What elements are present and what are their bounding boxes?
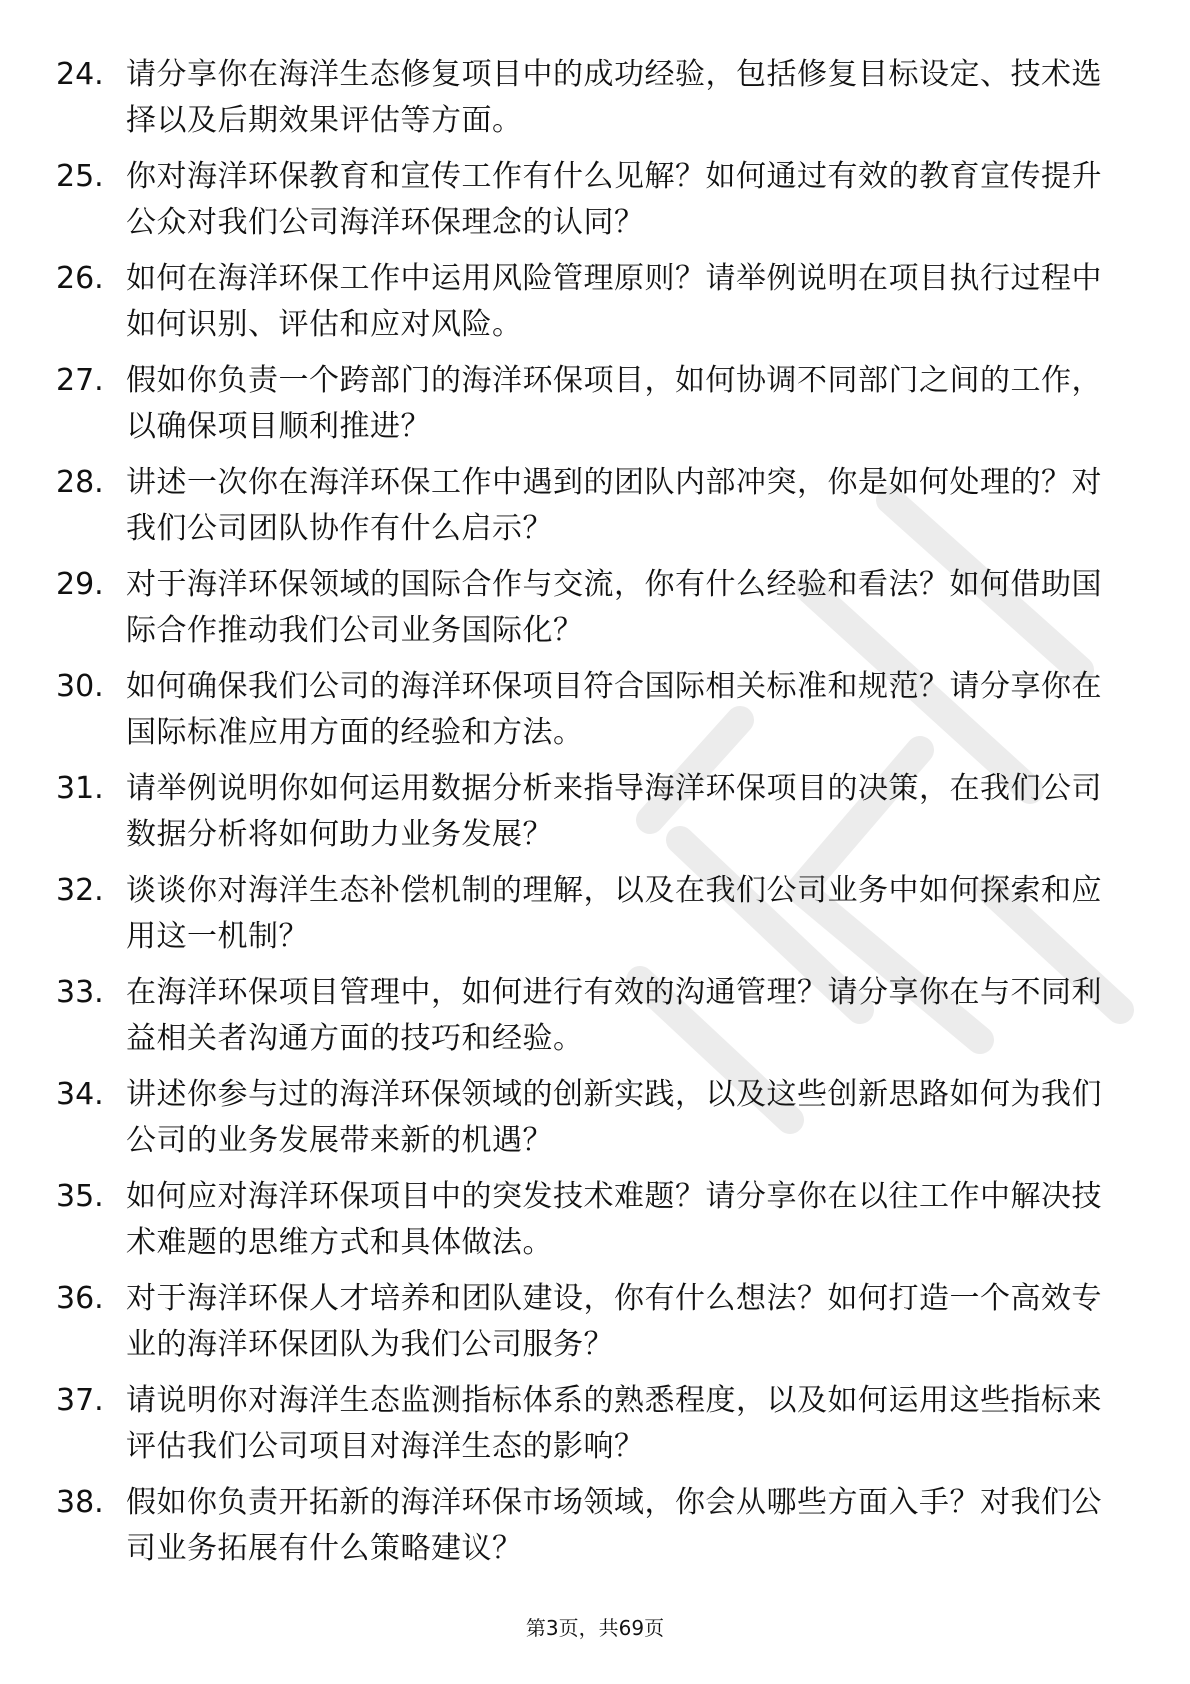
question-text: 请举例说明你如何运用数据分析来指导海洋环保项目的决策，在我们公司数据分析将如何助力业务发展？ <box>126 771 1102 852</box>
list-item <box>56 358 1116 460</box>
question-text: 在海洋环保项目管理中，如何进行有效的沟通管理？请分享你在与不同利益相关者沟通方面的技巧和经验。 <box>126 975 1102 1056</box>
question-number: 32. <box>56 873 104 908</box>
list-item <box>56 766 1116 868</box>
question-text: 讲述一次你在海洋环保工作中遇到的团队内部冲突，你是如何处理的？对我们公司团队协作有什么启示？ <box>126 465 1102 546</box>
list-item <box>56 970 1116 1072</box>
question-number: 31. <box>56 771 104 806</box>
list-item <box>56 1276 1116 1378</box>
list-item <box>56 664 1116 766</box>
question-number: 30. <box>56 669 104 704</box>
question-text: 如何应对海洋环保项目中的突发技术难题？请分享你在以往工作中解决技术难题的思维方式和具体做法。 <box>126 1179 1102 1260</box>
question-text: 请分享你在海洋生态修复项目中的成功经验，包括修复目标设定、技术选择以及后期效果评估等方面。 <box>126 57 1102 138</box>
question-text: 讲述你参与过的海洋环保领域的创新实践，以及这些创新思路如何为我们公司的业务发展带来新的机遇？ <box>126 1077 1102 1158</box>
question-number: 27. <box>56 363 104 398</box>
page-footer: 第3页，共69页 <box>525 1616 665 1640</box>
list-item <box>56 256 1116 358</box>
question-text: 你对海洋环保教育和宣传工作有什么见解？如何通过有效的教育宣传提升公众对我们公司海洋环保理念的认同？ <box>126 159 1102 240</box>
list-item <box>56 1480 1116 1582</box>
question-text: 假如你负责开拓新的海洋环保市场领域，你会从哪些方面入手？对我们公司业务拓展有什么策略建议？ <box>126 1485 1102 1566</box>
list-item <box>56 1072 1116 1174</box>
question-text: 如何在海洋环保工作中运用风险管理原则？请举例说明在项目执行过程中如何识别、评估和应对风险。 <box>126 261 1102 342</box>
question-number: 36. <box>56 1281 104 1316</box>
question-number: 24. <box>56 57 104 92</box>
list-item <box>56 1378 1116 1480</box>
list-item <box>56 460 1116 562</box>
question-number: 28. <box>56 465 104 500</box>
question-text: 请说明你对海洋生态监测指标体系的熟悉程度，以及如何运用这些指标来评估我们公司项目对海洋生态的影响？ <box>126 1383 1102 1464</box>
question-text: 对于海洋环保人才培养和团队建设，你有什么想法？如何打造一个高效专业的海洋环保团队为我们公司服务？ <box>126 1281 1102 1362</box>
question-number: 34. <box>56 1077 104 1112</box>
question-number: 25. <box>56 159 104 194</box>
question-text: 对于海洋环保领域的国际合作与交流，你有什么经验和看法？如何借助国际合作推动我们公司业务国际化？ <box>126 567 1102 648</box>
list-item <box>56 868 1116 970</box>
question-number: 33. <box>56 975 104 1010</box>
list-item <box>56 1174 1116 1276</box>
question-list <box>56 52 1116 1582</box>
list-item <box>56 154 1116 256</box>
list-item <box>56 52 1116 154</box>
list-item <box>56 562 1116 664</box>
question-number: 35. <box>56 1179 104 1214</box>
question-number: 37. <box>56 1383 104 1418</box>
question-number: 26. <box>56 261 104 296</box>
question-number: 38. <box>56 1485 104 1520</box>
question-number: 29. <box>56 567 104 602</box>
question-text: 假如你负责一个跨部门的海洋环保项目，如何协调不同部门之间的工作，以确保项目顺利推进？ <box>126 363 1102 444</box>
question-text: 谈谈你对海洋生态补偿机制的理解，以及在我们公司业务中如何探索和应用这一机制？ <box>126 873 1102 954</box>
question-text: 如何确保我们公司的海洋环保项目符合国际相关标准和规范？请分享你在国际标准应用方面的经验和方法。 <box>126 669 1102 750</box>
